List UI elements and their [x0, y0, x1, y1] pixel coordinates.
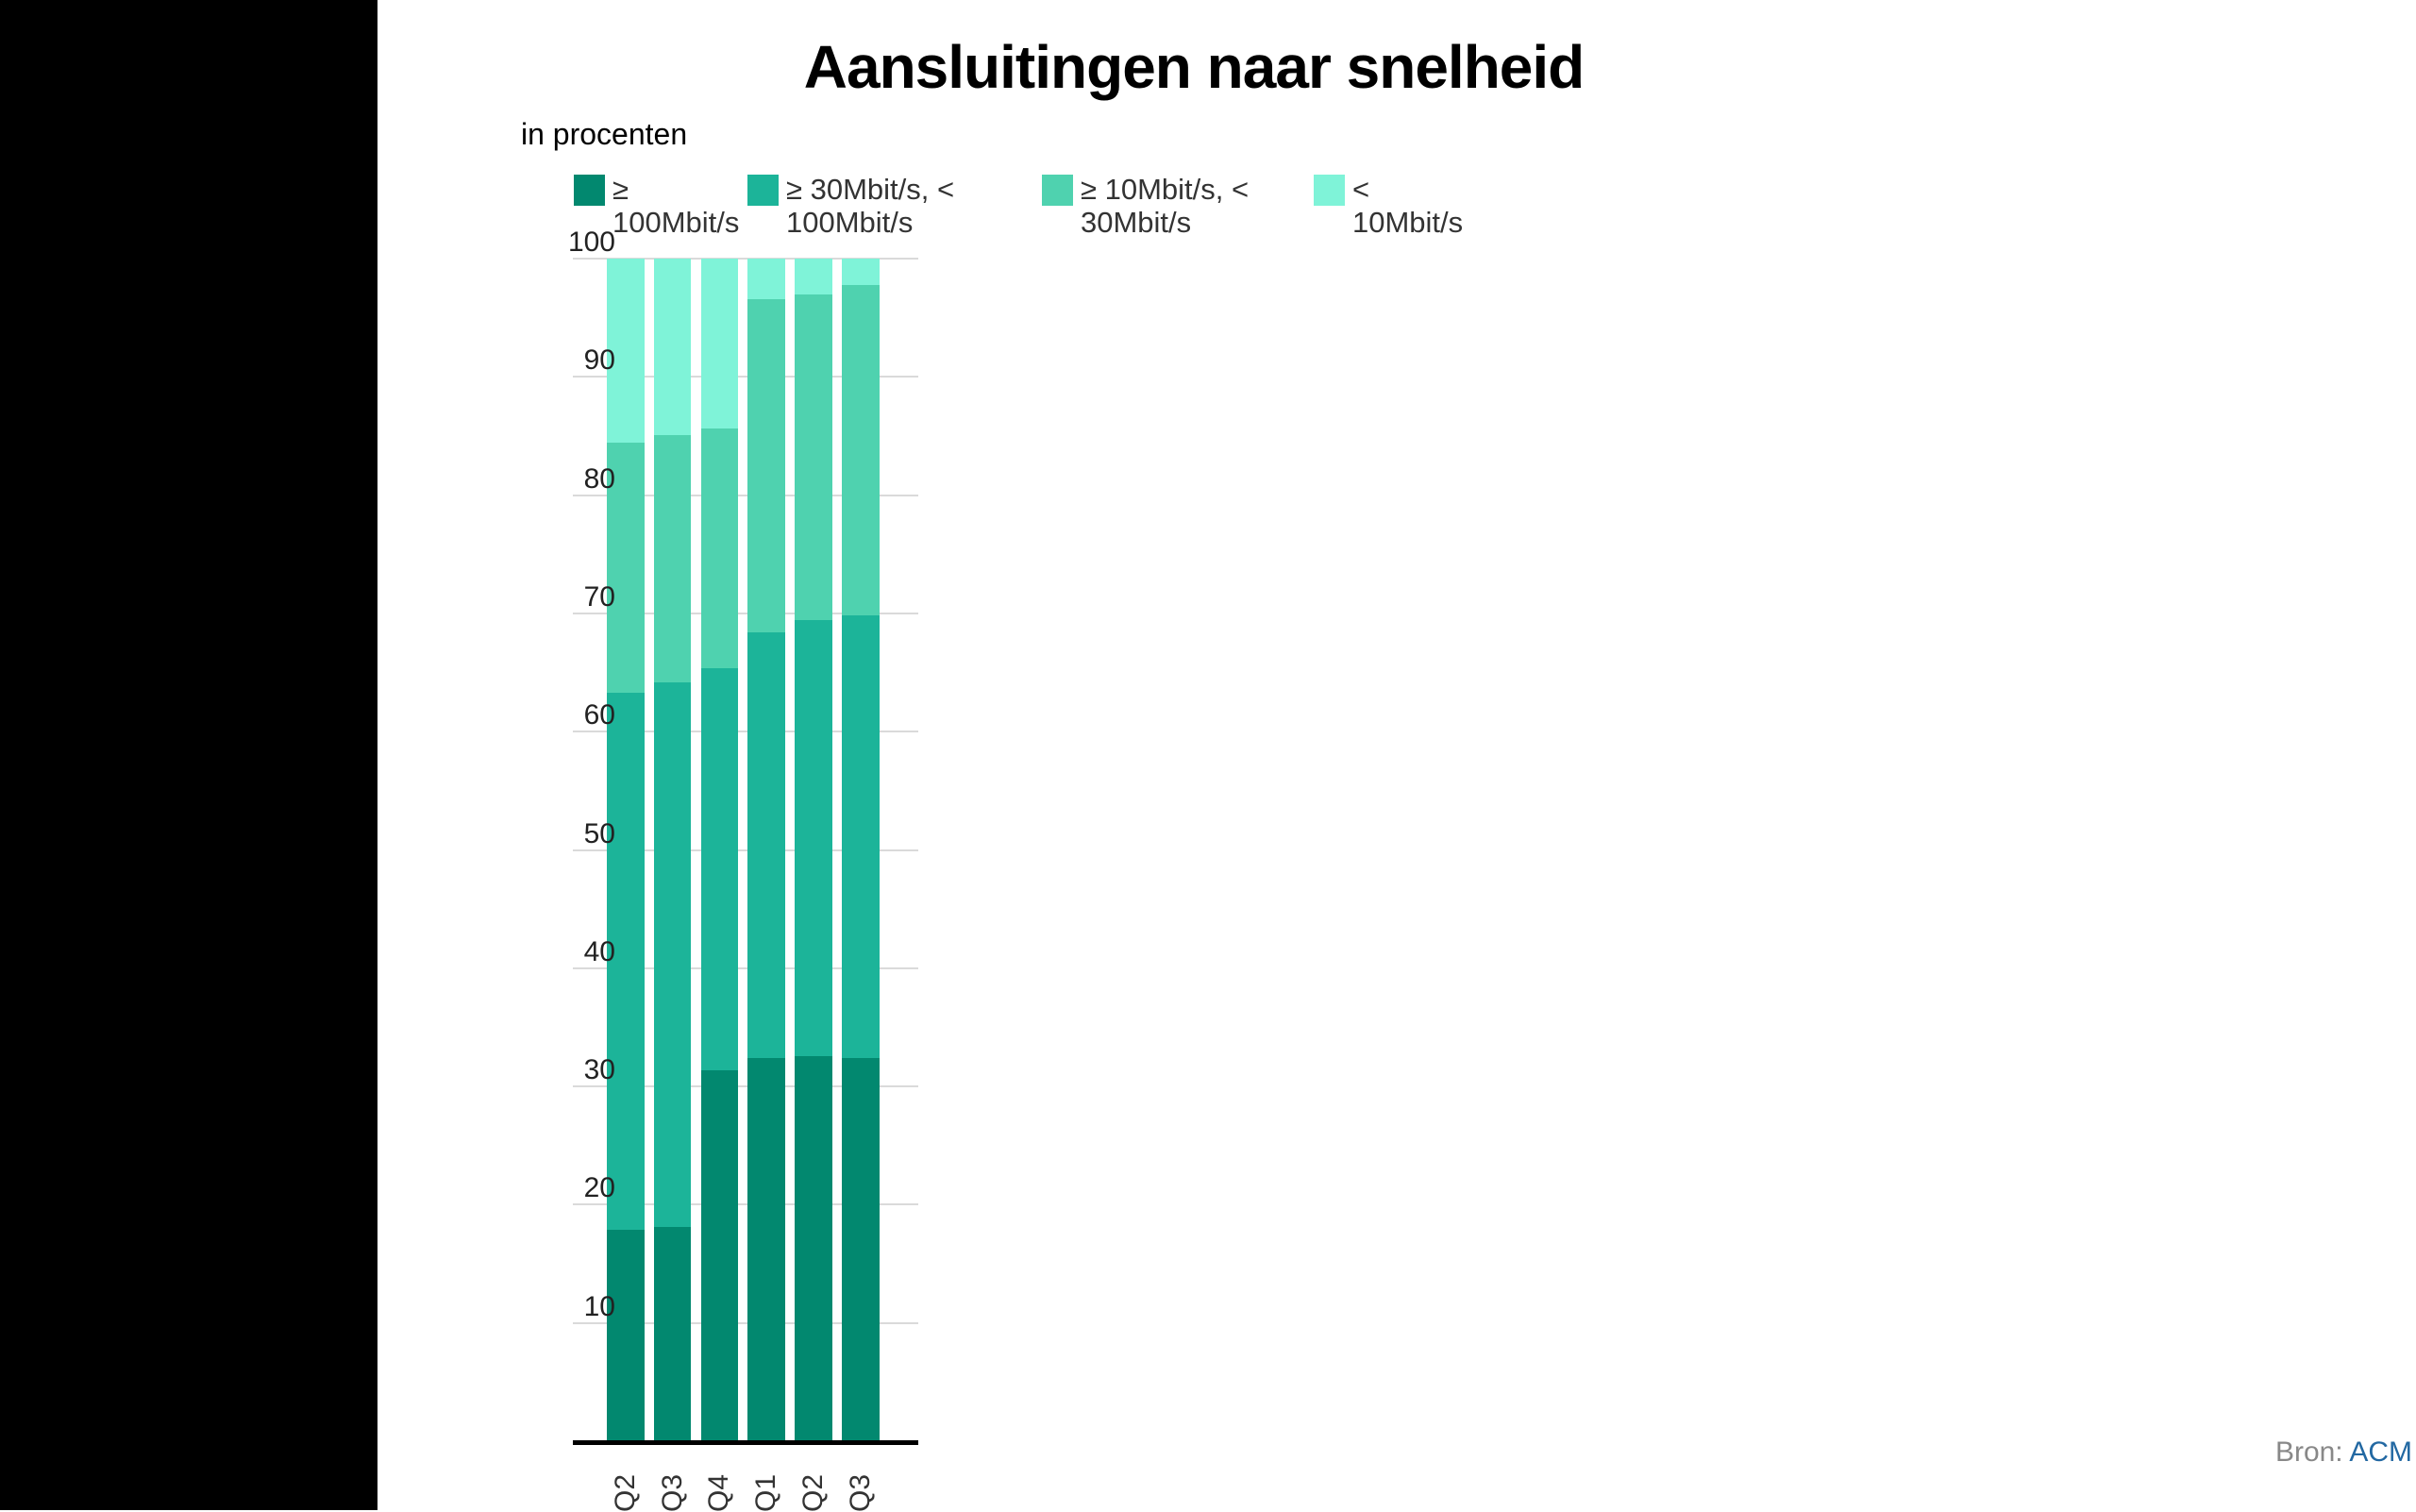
- axis-units-label: in procenten: [521, 117, 688, 151]
- x-tick-label-Q1-3: Q1: [750, 1473, 782, 1512]
- stacked-bar-Q1-3: [747, 259, 785, 1441]
- y-tick-label-20: 20: [583, 1172, 615, 1204]
- bar-segment: [795, 259, 832, 294]
- bar-segment: [701, 1070, 739, 1441]
- bar-segment: [654, 1227, 692, 1441]
- legend-swatch-lt10-icon: [1314, 175, 1345, 206]
- legend-swatch-ge10lt30-icon: [1042, 175, 1073, 206]
- bar-segment: [654, 435, 692, 682]
- left-black-sidebar: [0, 0, 378, 1510]
- stacked-bar-Q4-2: [701, 259, 739, 1441]
- bar-segment: [842, 259, 880, 285]
- bar-segment: [701, 259, 739, 428]
- x-tick-label-Q3-5: Q3: [844, 1473, 876, 1512]
- x-tick-label-Q3-1: Q3: [656, 1473, 688, 1512]
- y-tick-label-80: 80: [583, 462, 615, 495]
- bar-segment: [747, 299, 785, 632]
- y-tick-label-40: 40: [583, 935, 615, 967]
- bar-segment: [842, 1058, 880, 1441]
- legend-label-line1: <: [1352, 173, 1370, 206]
- bar-segment: [607, 1230, 645, 1441]
- legend-swatch-ge30lt100-icon: [747, 175, 779, 206]
- bar-segment: [795, 1056, 832, 1441]
- bar-segment: [654, 259, 692, 435]
- y-tick-label-100: 100: [567, 227, 615, 258]
- bar-segment: [747, 632, 785, 1058]
- bar-segment: [795, 620, 832, 1055]
- source-line: [2275, 1436, 2412, 1469]
- stacked-bar-Q3-1: [654, 259, 692, 1441]
- legend-label-line1: ≥: [612, 173, 629, 206]
- legend-label: [612, 173, 739, 239]
- y-tick-label-10: 10: [583, 1290, 615, 1322]
- x-tick-label-Q2-4: Q2: [797, 1473, 829, 1512]
- stacked-bar-Q2-0: [607, 259, 645, 1441]
- y-tick-label-30: 30: [583, 1054, 615, 1086]
- bar-segment: [842, 615, 880, 1058]
- legend-swatch-ge100-icon: [574, 175, 605, 206]
- chart-title: Aansluitingen naar snelheid: [803, 32, 1585, 101]
- x-tick-label-Q2-0: Q2: [609, 1473, 641, 1512]
- legend-label-line2: 30Mbit/s: [1081, 206, 1192, 239]
- legend-label-line2: 10Mbit/s: [1352, 206, 1464, 239]
- bar-segment: [747, 259, 785, 299]
- plot-area: [567, 227, 918, 1512]
- bar-segment: [701, 428, 739, 667]
- legend-label-line1: ≥ 10Mbit/s, <: [1081, 173, 1250, 206]
- y-tick-label-60: 60: [583, 699, 615, 731]
- bar-segment: [795, 294, 832, 621]
- x-tick-label-Q4-2: Q4: [703, 1473, 735, 1512]
- legend-label: [1352, 173, 1463, 239]
- legend-label-line2: 100Mbit/s: [612, 206, 740, 239]
- y-tick-label-90: 90: [583, 344, 615, 377]
- legend-label: [786, 173, 954, 239]
- source-link-acm[interactable]: ACM: [2349, 1436, 2412, 1468]
- y-tick-label-50: 50: [583, 817, 615, 849]
- stacked-bar-Q2-4: [795, 259, 832, 1441]
- bar-segment: [747, 1058, 785, 1441]
- legend-label-line1: ≥ 30Mbit/s, <: [786, 173, 955, 206]
- x-axis-line: [573, 1440, 918, 1445]
- legend-label-line2: 100Mbit/s: [786, 206, 914, 239]
- bar-segment: [701, 668, 739, 1070]
- bar-segment: [842, 285, 880, 616]
- y-tick-label-70: 70: [583, 580, 615, 613]
- legend-label: [1081, 173, 1249, 239]
- bar-segment: [654, 682, 692, 1228]
- stacked-bar-Q3-5: [842, 259, 880, 1441]
- source-prefix: Bron:: [2274, 1436, 2350, 1468]
